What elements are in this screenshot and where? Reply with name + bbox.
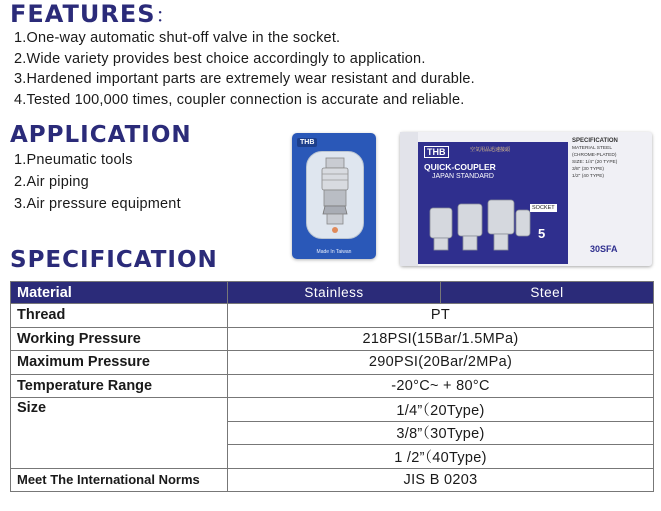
features-heading — [10, 2, 177, 26]
box-front — [418, 142, 568, 264]
features-heading-colon: ： — [155, 3, 177, 27]
coupler-icon — [307, 152, 363, 238]
box-spec-line: 3/8" (30 TYPE) — [572, 167, 605, 172]
table-row — [11, 327, 654, 351]
feature-item: 4.Tested 100,000 times, coupler connection is accurate and reliable. — [14, 91, 465, 108]
size-value-30type: 3/8”（30Type) — [228, 421, 654, 445]
features-heading-text: FEATURES — [10, 0, 156, 28]
maximum-pressure-label: Maximum Pressure — [11, 351, 228, 375]
box-spec-line: SIZE: 1/4" (20 TYPE) — [572, 160, 618, 165]
thread-value: PT — [228, 304, 654, 328]
box-spec-line: 1/2" (40 TYPE) — [572, 174, 605, 179]
feature-item: 2.Wide variety provides best choice accordingly to application. — [14, 50, 426, 67]
box-spec-title: SPECIFICATION — [572, 138, 618, 144]
box-brand-logo: THB — [424, 146, 449, 158]
material-stainless: Stainless — [228, 282, 441, 304]
box-count: 5 — [538, 226, 546, 241]
features-list — [14, 28, 475, 110]
feature-item: 1.One-way automatic shut-off valve in the socket. — [14, 30, 341, 46]
size-value-20type: 1/4”（20Type) — [228, 398, 654, 422]
application-item: 3.Air pressure equipment — [14, 196, 181, 212]
box-couplers-icon — [424, 190, 534, 258]
blister-bubble — [306, 151, 364, 239]
blister-pack-image — [292, 133, 376, 259]
maximum-pressure-value: 290PSI(20Bar/2MPa) — [228, 351, 654, 375]
size-value-40type: 1 /2”（40Type) — [228, 445, 654, 469]
working-pressure-label: Working Pressure — [11, 327, 228, 351]
table-row — [11, 468, 654, 492]
product-box-image — [400, 132, 652, 266]
material-label: Material — [11, 282, 228, 304]
temperature-range-label: Temperature Range — [11, 374, 228, 398]
application-item: 2.Air piping — [14, 174, 89, 190]
application-heading: APPLICATION — [10, 122, 192, 148]
working-pressure-value: 218PSI(15Bar/1.5MPa) — [228, 327, 654, 351]
table-header-row — [11, 282, 654, 304]
blister-brand-logo: THB — [297, 138, 317, 147]
box-title: QUICK-COUPLER — [424, 162, 496, 172]
table-row — [11, 374, 654, 398]
box-top-text: 空気用品迅速接頭 — [470, 147, 511, 153]
specification-table — [10, 281, 654, 492]
table-row — [11, 304, 654, 328]
box-spec-panel — [572, 138, 648, 180]
box-spec-line: MATERIAL STEEL — [572, 146, 612, 151]
norms-label: Meet The International Norms — [11, 468, 228, 492]
temperature-range-value: -20°C~ + 80°C — [228, 374, 654, 398]
box-socket-label: SOCKET — [532, 205, 555, 211]
box-subtitle: JAPAN STANDARD — [432, 173, 494, 180]
specification-heading: SPECIFICATION — [10, 247, 218, 273]
thread-label: Thread — [11, 304, 228, 328]
application-item: 1.Pneumatic tools — [14, 152, 133, 168]
material-steel: Steel — [441, 282, 654, 304]
size-label: Size — [11, 398, 228, 469]
feature-item: 3.Hardened important parts are extremely wear resistant and durable. — [14, 71, 475, 87]
norms-value: JIS B 0203 — [228, 468, 654, 492]
application-list — [14, 149, 181, 215]
table-row — [11, 351, 654, 375]
box-side-panel — [400, 132, 418, 266]
box-code: 30SFA — [590, 244, 618, 254]
table-row — [11, 398, 654, 422]
box-spec-line: (CHROME-PLATED) — [572, 153, 617, 158]
blister-made-in: Made In Taiwan — [316, 249, 352, 255]
